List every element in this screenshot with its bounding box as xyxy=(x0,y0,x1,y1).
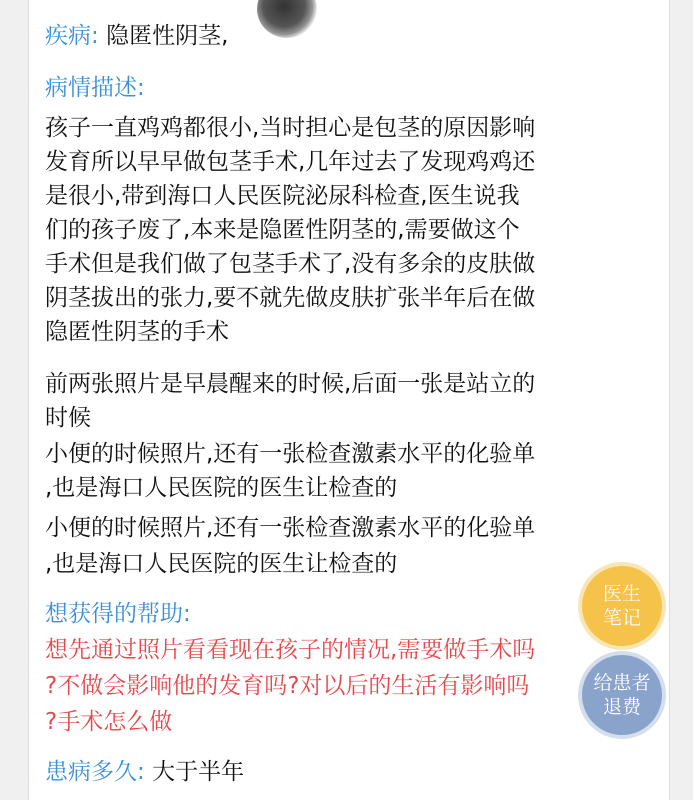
description-line: ,也是海口人民医院的医生让检查的 xyxy=(45,551,398,577)
doctor-notes-button-line1: 医生 xyxy=(602,583,641,605)
description-line: 是很小,带到海口人民医院泌尿科检查,医生说我 xyxy=(45,183,520,209)
duration-row xyxy=(45,758,244,786)
description-line: ,也是海口人民医院的医生让检查的 xyxy=(45,475,398,501)
duration-value: 大于半年 xyxy=(152,759,245,785)
description-line: 阴茎拔出的张力,要不就先做皮肤扩张半年后在做 xyxy=(45,285,536,311)
help-line: ?手术怎么做 xyxy=(45,709,173,735)
description-line: 时候 xyxy=(45,405,91,431)
doctor-notes-button[interactable] xyxy=(582,566,662,646)
duration-label: 患病多久: xyxy=(45,759,145,785)
description-line: 小便的时候照片,还有一张检查激素水平的化验单 xyxy=(45,441,536,467)
disease-label: 疾病: xyxy=(45,23,99,49)
refund-patient-button[interactable] xyxy=(582,655,662,735)
refund-patient-button-line2: 退费 xyxy=(602,696,641,718)
help-label: 想获得的帮助: xyxy=(45,601,191,627)
description-line: 手术但是我们做了包茎手术了,没有多余的皮肤做 xyxy=(45,251,536,277)
disease-row xyxy=(45,22,228,50)
refund-patient-button-line1: 给患者 xyxy=(593,672,651,694)
description-line: 们的孩子废了,本来是隐匿性阴茎的,需要做这个 xyxy=(45,217,520,243)
doctor-notes-button-line2: 笔记 xyxy=(602,607,641,629)
help-line: ?不做会影响他的发育吗?对以后的生活有影响吗 xyxy=(45,673,530,699)
description-label: 病情描述: xyxy=(45,75,145,101)
description-line: 前两张照片是早晨醒来的时候,后面一张是站立的 xyxy=(45,371,536,397)
disease-value: 隐匿性阴茎, xyxy=(106,23,229,49)
description-line: 小便的时候照片,还有一张检查激素水平的化验单 xyxy=(45,515,536,541)
description-line: 孩子一直鸡鸡都很小,当时担心是包茎的原因影响 xyxy=(45,115,536,141)
help-line: 想先通过照片看看现在孩子的情况,需要做手术吗 xyxy=(45,637,536,663)
description-line: 隐匿性阴茎的手术 xyxy=(45,319,229,345)
description-line: 发育所以早早做包茎手术,几年过去了发现鸡鸡还 xyxy=(45,149,536,175)
